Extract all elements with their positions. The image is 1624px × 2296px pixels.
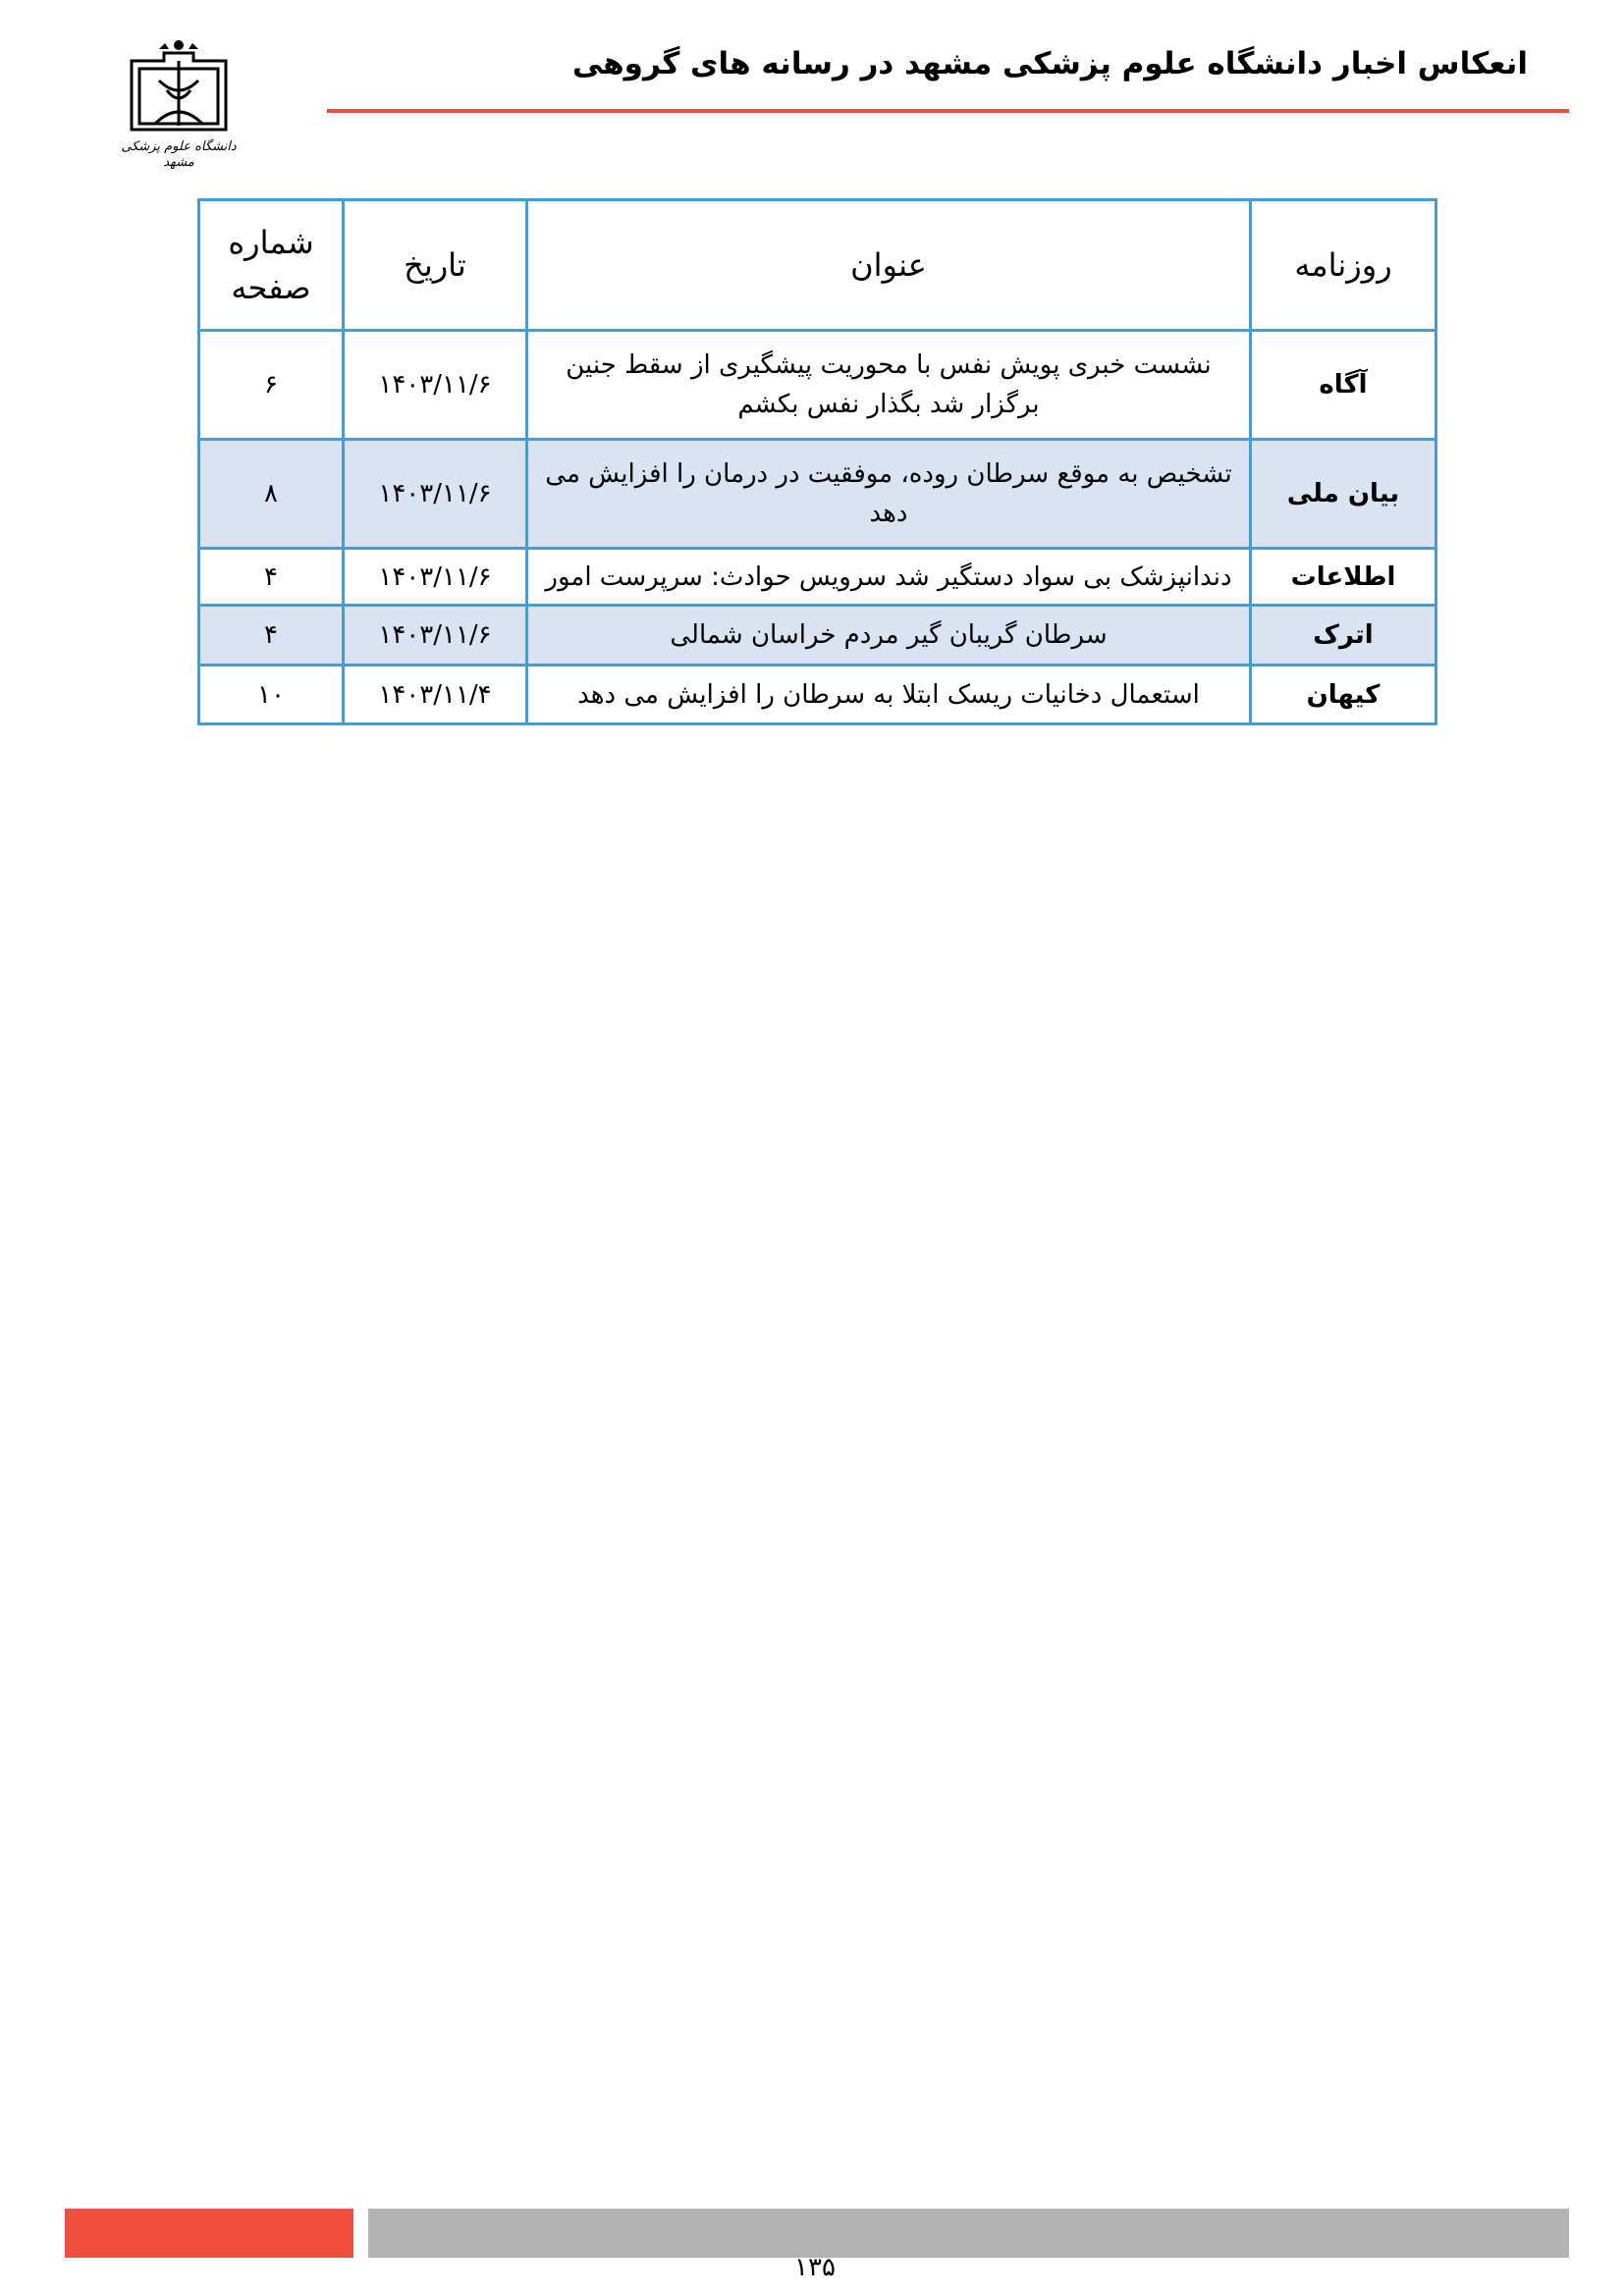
- newspaper-cell: آگاه: [1251, 331, 1436, 440]
- newspaper-cell: کیهان: [1251, 666, 1436, 724]
- table-row: [199, 666, 1436, 724]
- date-cell: ۱۴۰۳/۱۱/۶: [344, 549, 527, 606]
- title-cell: استعمال دخانیات ریسک ابتلا به سرطان را افزایش می دهد: [527, 666, 1251, 724]
- table-row: [199, 549, 1436, 606]
- page-number-cell: ۸: [199, 440, 344, 549]
- news-table: [197, 198, 1437, 725]
- table-header-row: [199, 200, 1436, 331]
- date-cell: ۱۴۰۳/۱۱/۶: [344, 606, 527, 666]
- logo-caption: دانشگاه علوم پزشکی مشهد: [121, 139, 237, 170]
- page-number-cell: ۴: [199, 549, 344, 606]
- table-row: [199, 606, 1436, 666]
- newspaper-cell: اطلاعات: [1251, 549, 1436, 606]
- newspaper-cell: اترک: [1251, 606, 1436, 666]
- date-cell: ۱۴۰۳/۱۱/۴: [344, 666, 527, 724]
- page-number-cell: ۴: [199, 606, 344, 666]
- table-row: [199, 440, 1436, 549]
- column-header-newspaper: روزنامه: [1251, 200, 1436, 331]
- header-divider: [327, 109, 1569, 113]
- page-number-cell: ۶: [199, 331, 344, 440]
- column-header-page-number: شماره صفحه: [199, 200, 344, 331]
- column-header-date: تاریخ: [344, 200, 527, 331]
- header-title: انعکاس اخبار دانشگاه علوم پزشکی مشهد در رسانه های گروهی: [571, 46, 1528, 81]
- title-cell: تشخیص به موقع سرطان روده، موفقیت در درمان را افزایش می دهد: [527, 440, 1251, 549]
- page-number: ۱۳۵: [794, 2253, 836, 2282]
- column-header-title: عنوان: [527, 200, 1251, 331]
- date-cell: ۱۴۰۳/۱۱/۶: [344, 440, 527, 549]
- page-number-cell: ۱۰: [199, 666, 344, 724]
- newspaper-cell: بیان ملی: [1251, 440, 1436, 549]
- title-cell: دندانپزشک بی سواد دستگیر شد سرویس حوادث: سرپرست امور: [527, 549, 1251, 606]
- title-cell: سرطان گریبان گیر مردم خراسان شمالی: [527, 606, 1251, 666]
- footer-bar: [368, 2209, 1569, 2258]
- date-cell: ۱۴۰۳/۱۱/۶: [344, 331, 527, 440]
- table-row: [199, 331, 1436, 440]
- title-cell: نشست خبری پویش نفس با محوریت پیشگیری از سقط جنین برگزار شد بگذار نفس بکشم: [527, 331, 1251, 440]
- footer-accent-bar: [65, 2209, 353, 2258]
